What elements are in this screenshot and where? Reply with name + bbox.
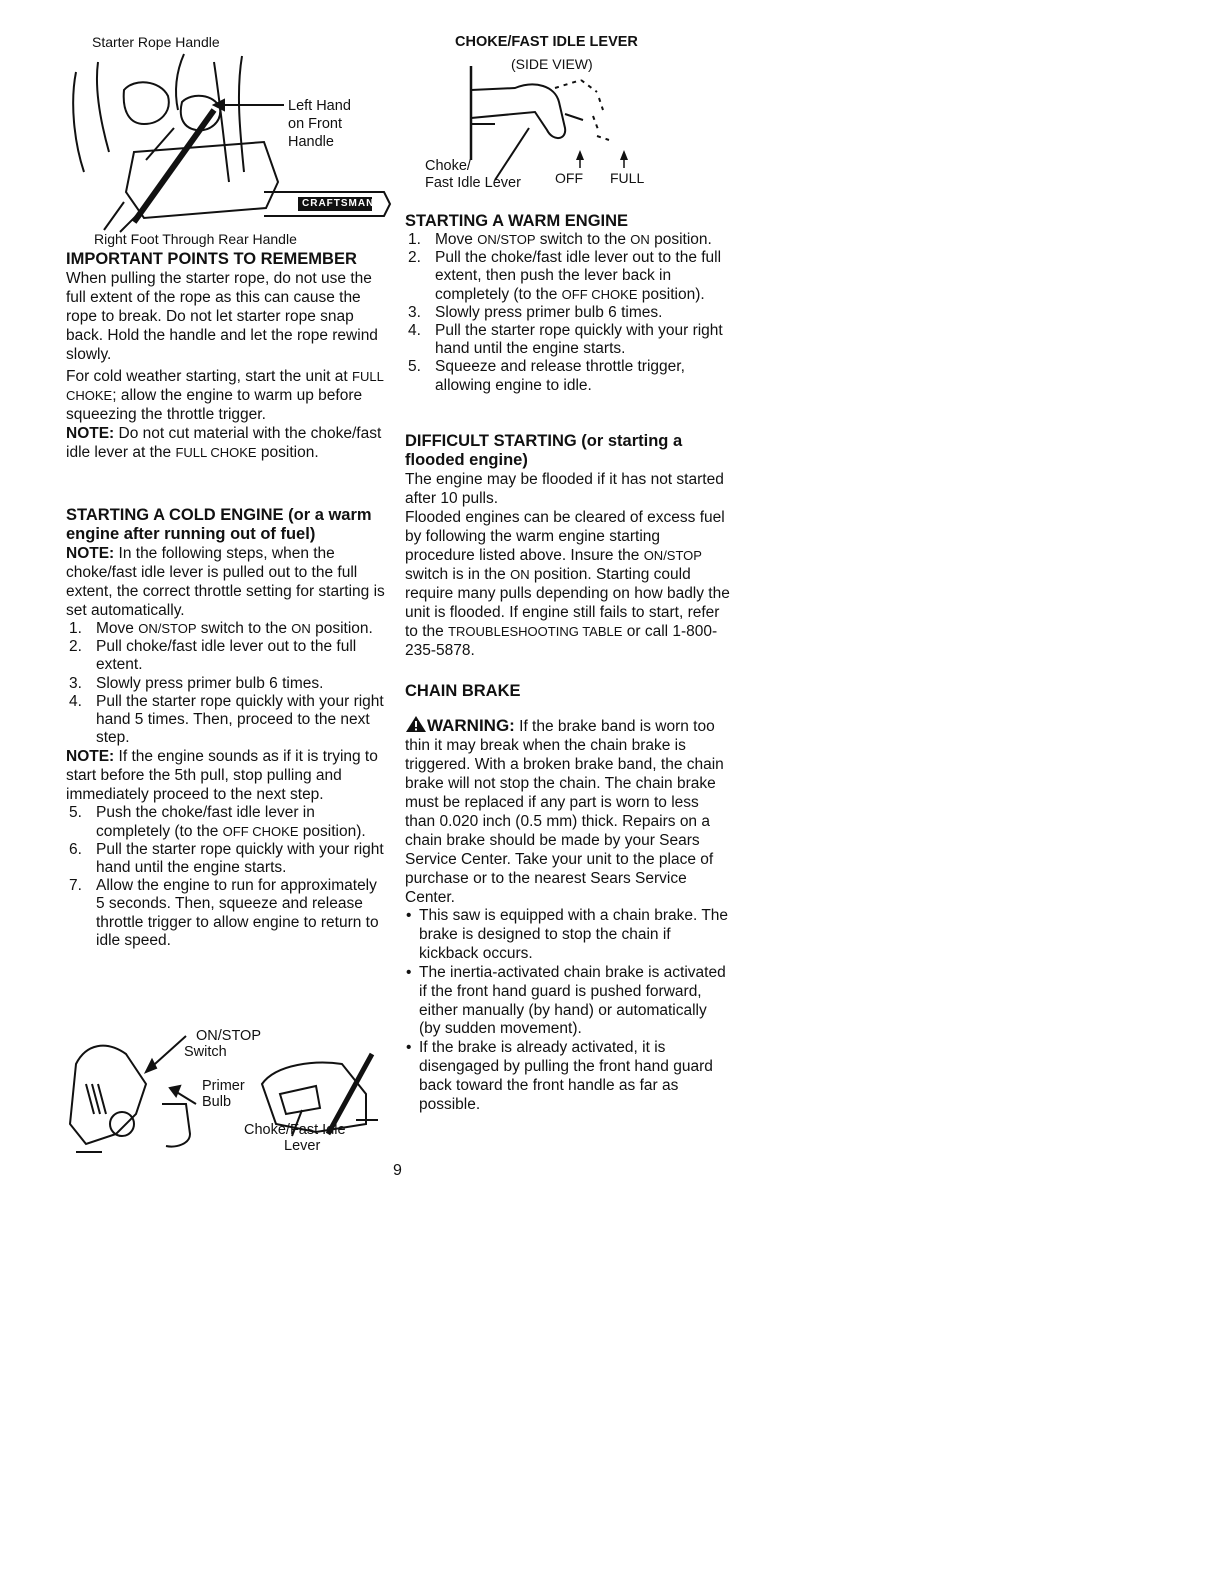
choke-figure-subtitle: (SIDE VIEW) xyxy=(511,56,593,72)
left-hand-label-3: Handle xyxy=(288,134,334,150)
cold-engine-note: NOTE: In the following steps, when the choke/fast idle lever is pulled out to the full extent, the correct throttle setting for starting is set automatically. xyxy=(66,545,385,619)
important-para-1: When pulling the starter rope, do not use the full extent of the rope as this can cause the rope to break. Do not let starter rope snap back. Hold the handle and let the rope rewind slowly. xyxy=(66,270,378,363)
choke-label-1: Choke/Fast Idle xyxy=(244,1122,346,1138)
chain-brake-heading: CHAIN BRAKE xyxy=(405,682,521,700)
chain-brake-warning: WARNING: If the brake band is worn too thin it may break when the chain brake is triggered. With a broken brake band, the chain brake will not stop the chain. The chain brake must be replaced if any part is worn to less than 0.020 inch (0.5 mm) thick. Repairs on a chain brake should be made by your Sears Service Center. Take your unit to the place of purchase or to the nearest Sears Service Center. xyxy=(405,716,724,906)
list-item: 3. Slowly press primer bulb 6 times. xyxy=(408,303,663,321)
important-section xyxy=(66,250,388,462)
list-item: 1. Move ON/STOP switch to the ON position. xyxy=(69,620,373,637)
list-item: • This saw is equipped with a chain brake. The brake is designed to stop the chain if kickback occurs. xyxy=(406,907,729,962)
list-item: 4. Pull the starter rope quickly with your right hand 5 times. Then, proceed to the next step. xyxy=(69,692,384,747)
choke-label-2: Lever xyxy=(284,1138,321,1154)
warm-engine-section xyxy=(405,212,730,395)
list-item: • The inertia-activated chain brake is activated if the front hand guard is pushed forward, either manually (by hand) or automatically (by sudden movement). xyxy=(406,963,726,1038)
list-item: 7. Allow the engine to run for approximately 5 seconds. Then, squeeze and release throttle trigger to allow engine to return to idle speed. xyxy=(69,877,379,949)
figure-caption: Right Foot Through Rear Handle xyxy=(94,231,297,247)
primer-label-2: Bulb xyxy=(202,1094,232,1110)
list-item: 5. Squeeze and release throttle trigger, allowing engine to idle. xyxy=(408,358,685,394)
list-item: 2. Pull choke/fast idle lever out to the full extent. xyxy=(69,638,357,674)
list-item: 5. Push the choke/fast idle lever in completely (to the OFF CHOKE position). xyxy=(69,804,366,840)
important-note: NOTE: Do not cut material with the choke/fast idle lever at the FULL CHOKE position. xyxy=(66,425,382,461)
list-item: 6. Pull the starter rope quickly with your right hand until the engine starts. xyxy=(69,840,384,877)
onstop-label-2: Switch xyxy=(184,1044,227,1060)
list-item: 1. Move ON/STOP switch to the ON position. xyxy=(408,231,712,248)
primer-label-1: Primer xyxy=(202,1078,245,1094)
chain-brake-bullets xyxy=(405,907,730,1115)
left-hand-label-2: on Front xyxy=(288,116,342,132)
difficult-starting-heading: DIFFICULT STARTING (or starting a flooded engine) xyxy=(405,432,683,469)
full-label: FULL xyxy=(610,170,645,186)
warning-icon xyxy=(405,715,427,733)
difficult-para-2: Flooded engines can be cleared of excess fuel by following the warm engine starting procedure listed above. Insure the ON/STOP switch is in the ON position. Starting could require many pulls depending on how badly the unit is flooded. If engine still fails to start, refer to the TROUBLESHOOTING TABLE or call 1-800-235-5878. xyxy=(405,509,730,659)
list-item: 3. Slowly press primer bulb 6 times. xyxy=(69,674,324,692)
important-para-2: For cold weather starting, start the unit at FULL CHOKE; allow the engine to warm up before squeezing the throttle trigger. xyxy=(66,368,384,423)
controls-illustration xyxy=(66,1024,386,1159)
left-hand-label-1: Left Hand xyxy=(288,98,351,114)
choke-lever-label-1: Choke/ xyxy=(425,158,471,174)
off-label: OFF xyxy=(555,170,583,186)
choke-lever-label-2: Fast Idle Lever xyxy=(425,175,521,191)
onstop-label-1: ON/STOP xyxy=(196,1028,261,1044)
choke-figure-title: CHOKE/FAST IDLE LEVER xyxy=(455,34,638,50)
starter-rope-handle-label: Starter Rope Handle xyxy=(92,34,220,50)
list-item: • If the brake is already activated, it is disengaged by pulling the front hand guard back toward the front handle as far as possible. xyxy=(406,1039,713,1114)
list-item: 4. Pull the starter rope quickly with your right hand until the engine starts. xyxy=(408,322,723,358)
warm-engine-steps xyxy=(405,231,730,395)
list-item: 2. Pull the choke/fast idle lever out to the full extent, then push the lever back in completely (to the OFF CHOKE position). xyxy=(408,249,722,303)
cold-engine-steps-2 xyxy=(66,804,388,950)
difficult-para-1: The engine may be flooded if it has not started after 10 pulls. xyxy=(405,471,724,507)
choke-lever-figure xyxy=(405,32,725,192)
page-number: 9 xyxy=(393,1162,402,1179)
important-heading: IMPORTANT POINTS TO REMEMBER xyxy=(66,250,357,268)
starting-position-illustration xyxy=(64,32,394,234)
bar-brand-text: CRAFTSMAN xyxy=(302,198,375,209)
warm-engine-heading: STARTING A WARM ENGINE xyxy=(405,212,629,230)
difficult-starting-section xyxy=(405,432,730,660)
cold-engine-heading: STARTING A COLD ENGINE (or a warm engine after running out of fuel) xyxy=(66,506,372,543)
cold-engine-steps xyxy=(66,620,388,747)
cold-engine-section xyxy=(66,506,388,950)
chain-brake-section xyxy=(405,682,730,1115)
cold-engine-note-2: NOTE: If the engine sounds as if it is trying to start before the 5th pull, stop pulling and immediately proceed to the next step. xyxy=(66,748,378,804)
